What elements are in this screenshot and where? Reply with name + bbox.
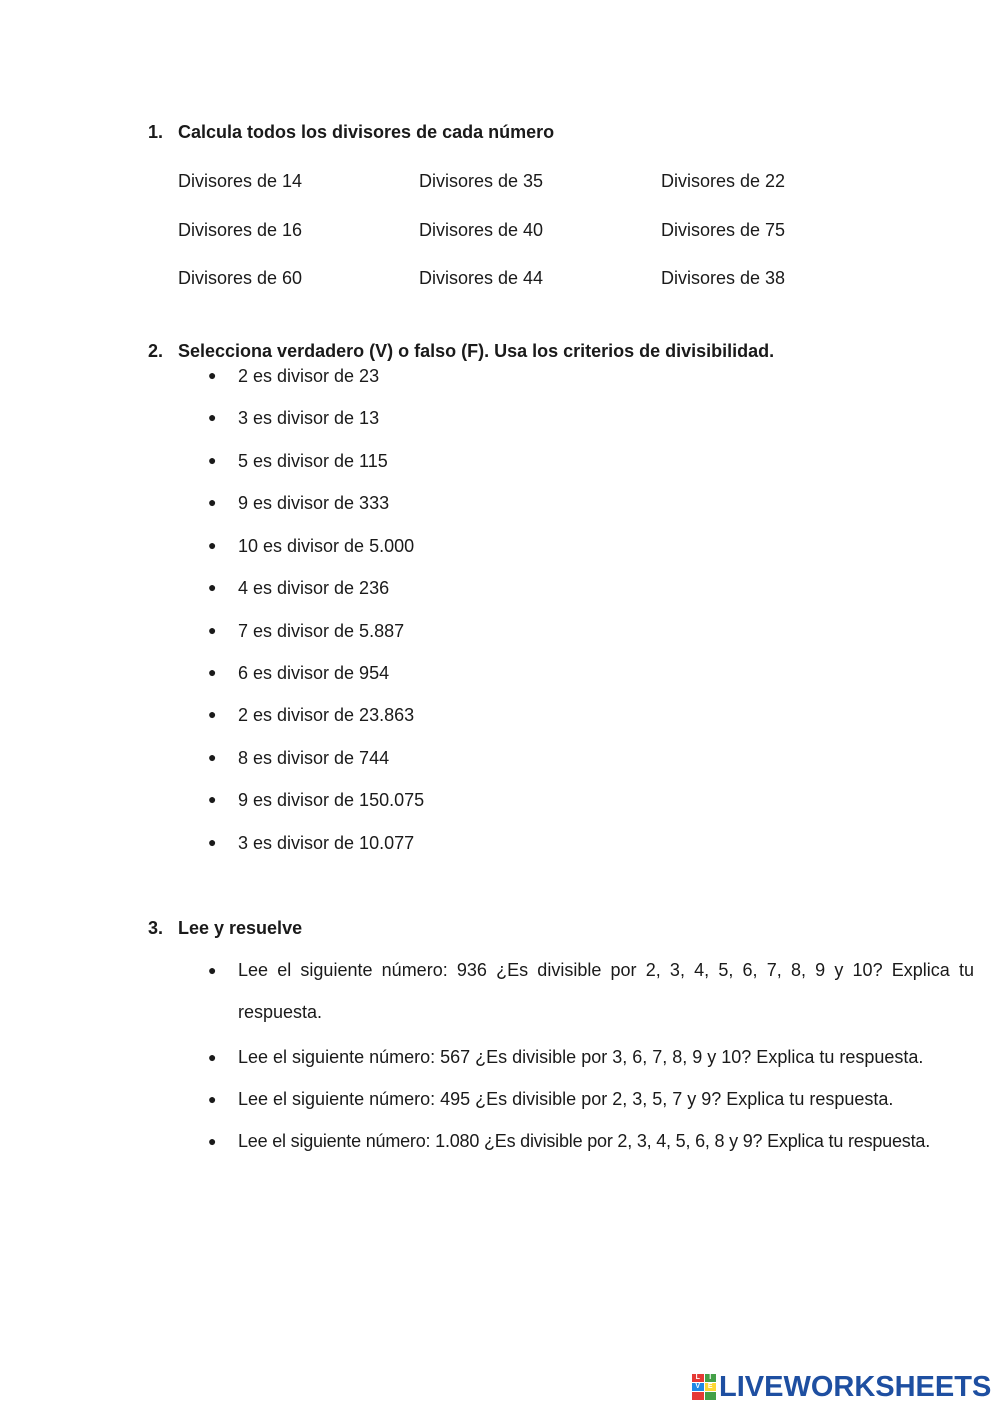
divisor-item: Divisores de 60: [178, 268, 303, 288]
list-item: ● 9 es divisor de 150.075: [208, 790, 425, 810]
list-item: ● 10 es divisor de 5.000: [208, 536, 415, 556]
bullet-icon: ●: [208, 962, 217, 978]
list-item: ● 3 es divisor de 13: [208, 408, 380, 428]
list-item: ● Lee el siguiente número: 1.080 ¿Es divisible por 2, 3, 4, 5, 6, 8 y 9? Explica tu respuesta.: [208, 1131, 931, 1151]
list-item: ● 9 es divisor de 333: [208, 493, 390, 513]
section-1-title: 1. Calcula todos los divisores de cada número: [148, 122, 555, 142]
divisor-item: Divisores de 16: [178, 220, 303, 240]
list-item: ● 2 es divisor de 23.863: [208, 705, 415, 725]
bullet-icon: ●: [208, 706, 217, 722]
divisor-item: Divisores de 35: [419, 171, 544, 191]
bullet-icon: ●: [208, 579, 217, 595]
list-item: ● Lee el siguiente número: 495 ¿Es divisible por 2, 3, 5, 7 y 9? Explica tu respuesta.: [208, 1089, 894, 1109]
divisor-item: Divisores de 38: [661, 268, 786, 288]
list-item: ● 8 es divisor de 744: [208, 748, 390, 768]
section-3-title: 3. Lee y resuelve: [148, 918, 303, 938]
bullet-icon: ●: [208, 494, 217, 510]
bullet-icon: ●: [208, 834, 217, 850]
section-2-title: 2. Selecciona verdadero (V) o falso (F). Usa los criterios de divisibilidad.: [148, 341, 775, 361]
list-item: ● 7 es divisor de 5.887: [208, 621, 405, 641]
bullet-icon: ●: [208, 452, 217, 468]
bullet-icon: ●: [208, 749, 217, 765]
bullet-icon: ●: [208, 1091, 217, 1107]
divisor-item: Divisores de 44: [419, 268, 544, 288]
list-item: ● Lee el siguiente número: 567 ¿Es divisible por 3, 6, 7, 8, 9 y 10? Explica tu respuesta.: [208, 1047, 924, 1067]
bullet-icon: ●: [208, 1049, 217, 1065]
list-item: ● 2 es divisor de 23: [208, 366, 380, 386]
bullet-icon: ●: [208, 791, 217, 807]
list-item: ● 4 es divisor de 236: [208, 578, 390, 598]
divisor-item: Divisores de 75: [661, 220, 786, 240]
logo-text: LIVEWORKSHEETS: [719, 1370, 992, 1403]
list-item: ● 5 es divisor de 115: [208, 451, 388, 471]
bullet-icon: ●: [208, 622, 217, 638]
divisor-item: Divisores de 40: [419, 220, 544, 240]
liveworksheets-logo: [692, 1371, 991, 1403]
divisor-item: Divisores de 22: [661, 171, 786, 191]
list-item: ● Lee el siguiente número: 936 ¿Es divisible por 2, 3, 4, 5, 6, 7, 8, 9 y 10? Explica tu respuesta.: [208, 960, 974, 1022]
logo-mark-icon: L I V E: [692, 1374, 716, 1400]
bullet-icon: ●: [208, 367, 217, 383]
bullet-icon: ●: [208, 409, 217, 425]
list-item: ● 3 es divisor de 10.077: [208, 833, 415, 853]
list-item: ● 6 es divisor de 954: [208, 663, 390, 683]
divisor-item: Divisores de 14: [178, 171, 303, 191]
bullet-icon: ●: [208, 537, 217, 553]
bullet-icon: ●: [208, 1133, 217, 1149]
bullet-icon: ●: [208, 664, 217, 680]
